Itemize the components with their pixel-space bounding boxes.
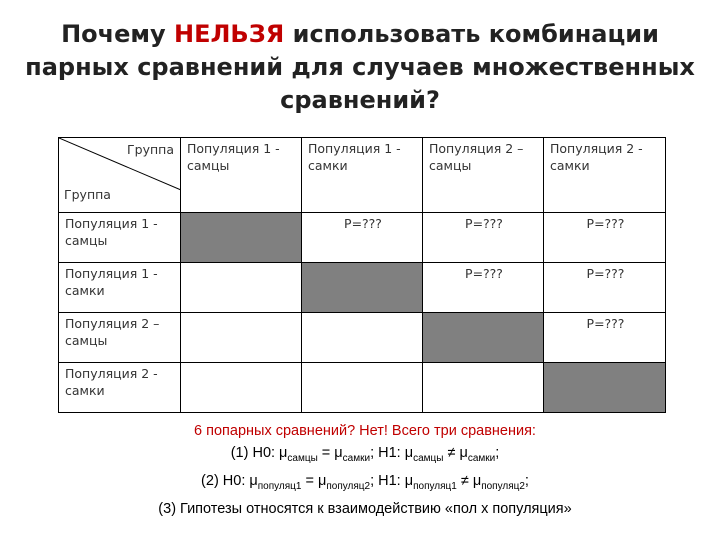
explanation-line-3: (2) Н0: $\mu_{популяц1} = \mu_{популяц2}$; Н1: $\mu_{популяц1} \ne \mu_{популяц2}$; (201, 472, 529, 492)
corner-label-bottom: Группа (64, 187, 111, 202)
explanation-line-1: 6 попарных сравнений? Нет! Всего три сравнения: (194, 423, 536, 439)
empty-cell (181, 313, 302, 363)
p-value-cell: P=??? (544, 313, 666, 363)
p-value-cell: P=??? (544, 213, 666, 263)
empty-cell (302, 313, 423, 363)
title-text-1: Почему (61, 20, 175, 48)
empty-cell (423, 363, 544, 413)
column-header: Популяция 1 - самцы (181, 138, 302, 213)
p-value-cell: P=??? (544, 263, 666, 313)
explanation-line-4: (3) Гипотезы относятся к взаимодействию «пол х популяция» (158, 500, 572, 517)
row-header: Популяция 1 - самки (59, 263, 181, 313)
column-header: Популяция 2 - самки (544, 138, 666, 213)
diagonal-cell (181, 213, 302, 263)
diagonal-cell (302, 263, 423, 313)
corner-cell (59, 138, 181, 213)
slide-title (20, 18, 700, 117)
title-highlight: НЕЛЬЗЯ (174, 20, 285, 48)
explanation-line-2: (1) Н0: $\mu_{самцы} = \mu_{самки}$; Н1: $\mu_{самцы} \ne \mu_{самки}$; (230, 445, 500, 464)
p-value-cell: P=??? (423, 263, 544, 313)
column-header: Популяция 2 – самцы (423, 138, 544, 213)
title-text-2: использовать комбинации парных сравнений для случаев множественных сравнений? (25, 20, 695, 114)
table-row (59, 263, 666, 313)
row-header: Популяция 2 - самки (59, 363, 181, 413)
corner-label-top: Группа (127, 142, 174, 157)
p-value-cell: P=??? (423, 213, 544, 263)
diagonal-cell (544, 363, 666, 413)
header-row (59, 138, 666, 213)
table-row (59, 313, 666, 363)
row-header: Популяция 1 - самцы (59, 213, 181, 263)
row-header: Популяция 2 – самцы (59, 313, 181, 363)
empty-cell (181, 363, 302, 413)
empty-cell (302, 363, 423, 413)
column-header: Популяция 1 - самки (302, 138, 423, 213)
explanation-text (60, 420, 670, 520)
comparison-matrix (58, 137, 666, 413)
diagonal-cell (423, 313, 544, 363)
table-row (59, 363, 666, 413)
table-row (59, 213, 666, 263)
empty-cell (181, 263, 302, 313)
p-value-cell: P=??? (302, 213, 423, 263)
